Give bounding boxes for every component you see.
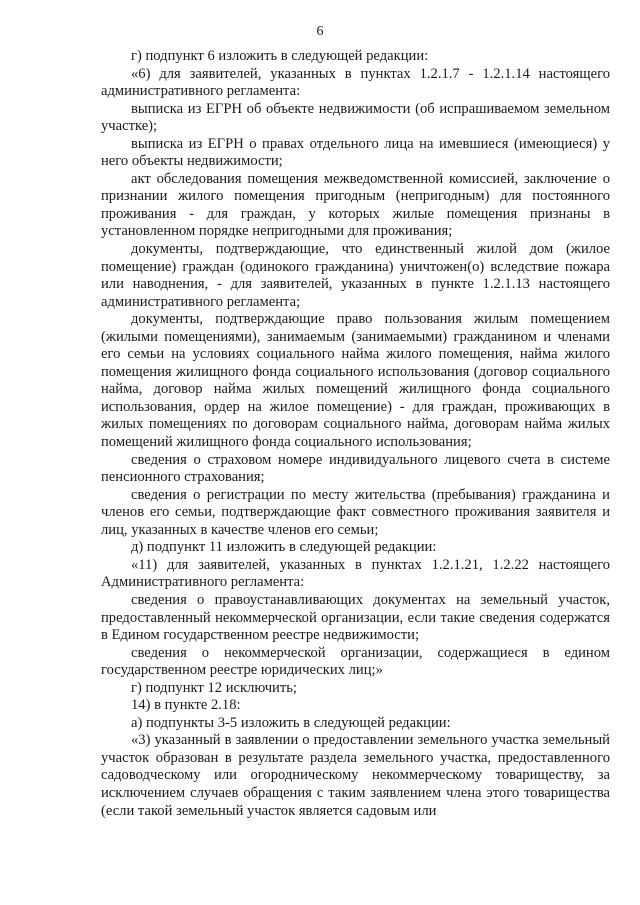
paragraph: г) подпункт 6 изложить в следующей редакции: bbox=[131, 48, 429, 64]
paragraph: сведения о некоммерческой организации, содержащиеся в едином государственном реестре юридических лиц;» bbox=[101, 644, 610, 679]
paragraph: документы, подтверждающие, что единственный жилой дом (жилое помещение) граждан (одинокого гражданина) уничтожен(о) вследствие пожара или наводнения, - для заявителей, указанных в пункте 1.2.1.13 настоящего административного регламента; bbox=[101, 241, 610, 310]
document-body bbox=[101, 48, 610, 820]
paragraph: акт обследования помещения межведомственной комиссией, заключение о признании жилого помещения пригодным (непригодным) для постоянного проживания - для граждан, у которых жилые помещения признаны в установленном порядке непригодными для проживания; bbox=[101, 170, 610, 240]
paragraph: сведения о правоустанавливающих документах на земельный участок, предоставленный некоммерческой организации, если такие сведения содержатся в Едином государственном реестре недвижимости; bbox=[101, 591, 610, 644]
paragraph: «6) для заявителей, указанных в пунктах 1.2.1.7 - 1.2.1.14 настоящего административного регламента: bbox=[101, 65, 610, 100]
paragraph: документы, подтверждающие право пользования жилым помещением (жилыми помещениями), занимаемым (занимаемыми) гражданином и членами его семьи на условиях социального найма жилого помещения, найма жилого помещения жилищного фонда социального использования (договор социального найма, договор найма жилых помещений жилищного фонда социального использования, ордер на жилое помещение) - для граждан, проживающих в жилых помещениях по договорам социального найма, договорам найма жилых помещений жилищного фонда социального использования; bbox=[101, 311, 610, 451]
paragraph: г) подпункт 12 исключить; bbox=[131, 679, 297, 696]
paragraph: сведения о регистрации по месту жительства (пребывания) гражданина и членов его семьи, подтверждающие факт совместного проживания заявителя и лиц, указанных в качестве членов его семьи; bbox=[101, 486, 610, 538]
paragraph: «3) указанный в заявлении о предоставлении земельного участка земельный участок образован в результате раздела земельного участка, предоставленного садоводческому или огородническому некоммерческому товариществу, за исключением случаев обращения с таким заявлением члена этого товарищества (если такой земельный участок является садовым или bbox=[101, 732, 610, 819]
page-number: 6 bbox=[316, 24, 324, 39]
paragraph: а) подпункты 3-5 изложить в следующей редакции: bbox=[131, 714, 451, 731]
paragraph: сведения о страховом номере индивидуального лицевого счета в системе пенсионного страхования; bbox=[101, 451, 610, 486]
paragraph: выписка из ЕГРН о правах отдельного лица на имевшиеся (имеющиеся) у него объекты недвижимости; bbox=[101, 135, 610, 170]
paragraph: 14) в пункте 2.18: bbox=[131, 697, 241, 714]
paragraph: д) подпункт 11 изложить в следующей редакции: bbox=[131, 539, 437, 556]
paragraph: выписка из ЕГРН об объекте недвижимости (об испрашиваемом земельном участке); bbox=[101, 100, 610, 135]
paragraph: «11) для заявителей, указанных в пунктах 1.2.1.21, 1.2.22 настоящего Административного регламента: bbox=[101, 556, 610, 591]
